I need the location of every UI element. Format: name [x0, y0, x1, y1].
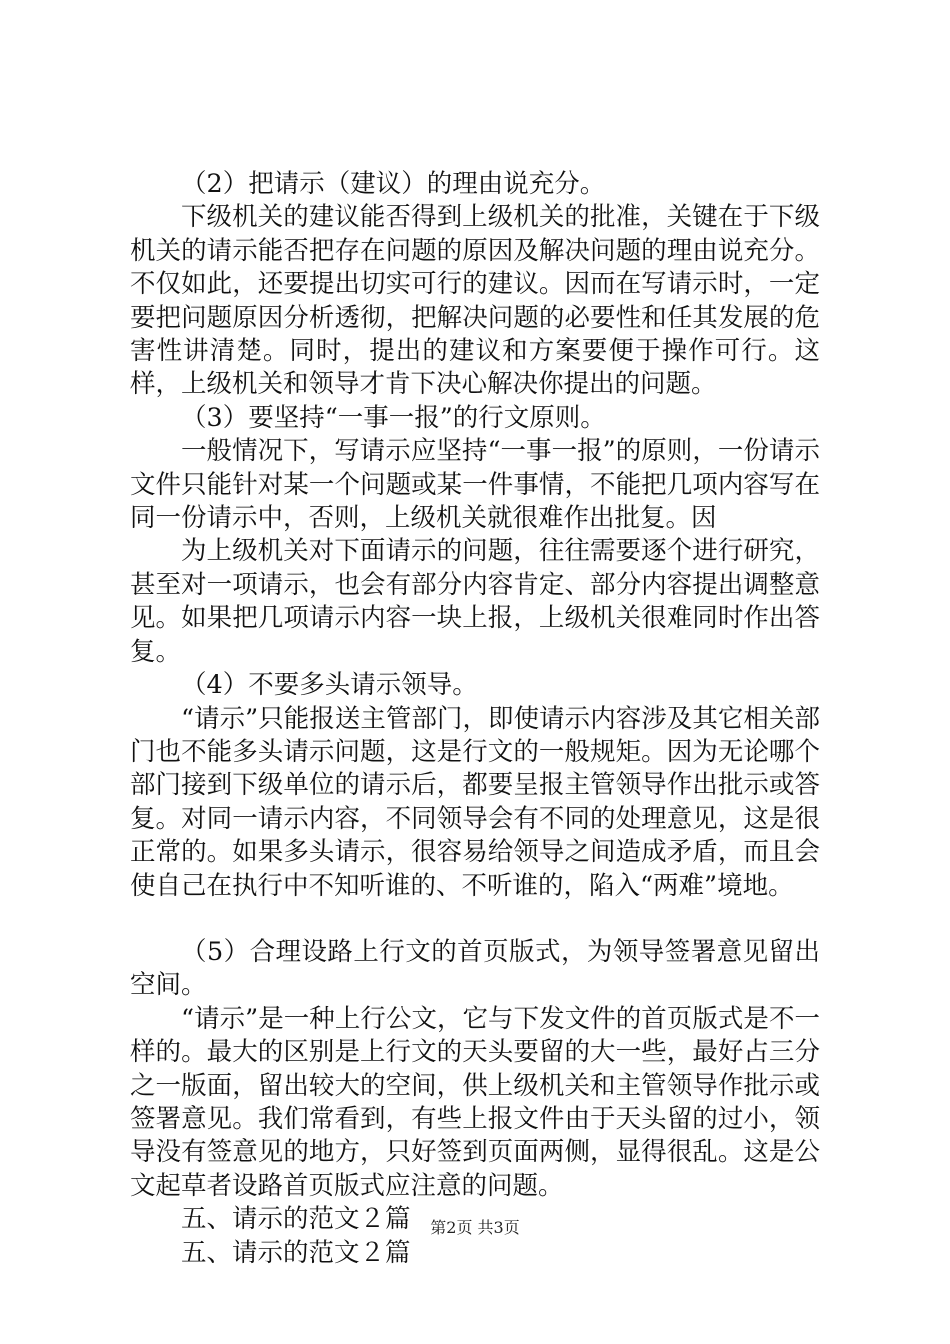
section-heading-5: （5）合理设路上行文的首页版式，为领导签署意见留出空间。 [130, 936, 820, 1001]
section-heading-4: （4）不要多头请示领导。 [181, 670, 478, 701]
section-heading: 五、请示的范文２篇 [181, 1237, 411, 1268]
body-paragraph: “请示”是一种上行公文，它与下发文件的首页版式是不一样的。最大的区别是上行文的天头要留的大一些，最好占三分之一版面，留出较大的空间，供上级机关和主管领导作批示或签署意见。我们常看到，有些上报文件由于天头留的过小，领导没有签意见的地方，只好签到页面两侧，显得很乱。这是公文起草者设路首页版式应注意的问题。 [130, 1003, 820, 1201]
body-paragraph: 为上级机关对下面请示的问题，往往需要逐个进行研究，甚至对一项请示，也会有部分内容肯定、部分内容提出调整意见。如果把几项请示内容一块上报，上级机关很难同时作出答复。 [130, 536, 820, 667]
page-number-footer: 第2页 共3页 [430, 1218, 520, 1237]
body-paragraph: 一般情况下，写请示应坚持“一事一报”的原则，一份请示文件只能针对某一个问题或某一件事情，不能把几项内容写在同一份请示中，否则，上级机关就很难作出批复。因 [130, 436, 820, 534]
section-heading-3: （3）要坚持“一事一报”的行文原则。 [181, 402, 606, 433]
section-heading-2: （2）把请示（建议）的理由说充分。 [181, 169, 606, 199]
section-heading: 五、请示的范文２篇 [181, 1204, 411, 1235]
document-body [130, 168, 820, 1270]
body-paragraph: 下级机关的建议能否得到上级机关的批准，关键在于下级机关的请示能否把存在问题的原因及解决问题的理由说充分。不仅如此，还要提出切实可行的建议。因而在写请示时，一定要把问题原因分析透彻，把解决问题的必要性和任其发展的危害性讲清楚。同时，提出的建议和方案要便于操作可行。这样，上级机关和领导才肯下决心解决你提出的问题。 [130, 202, 820, 400]
body-paragraph: “请示”只能报送主管部门，即使请示内容涉及其它相关部门也不能多头请示问题，这是行文的一般规矩。因为无论哪个部门接到下级单位的请示后，都要呈报主管领导作出批示或答复。对同一请示内容，不同领导会有不同的处理意见，这是很正常的。如果多头请示，很容易给领导之间造成矛盾，而且会使自己在执行中不知听谁的、不听谁的，陷入“两难”境地。 [130, 703, 820, 901]
